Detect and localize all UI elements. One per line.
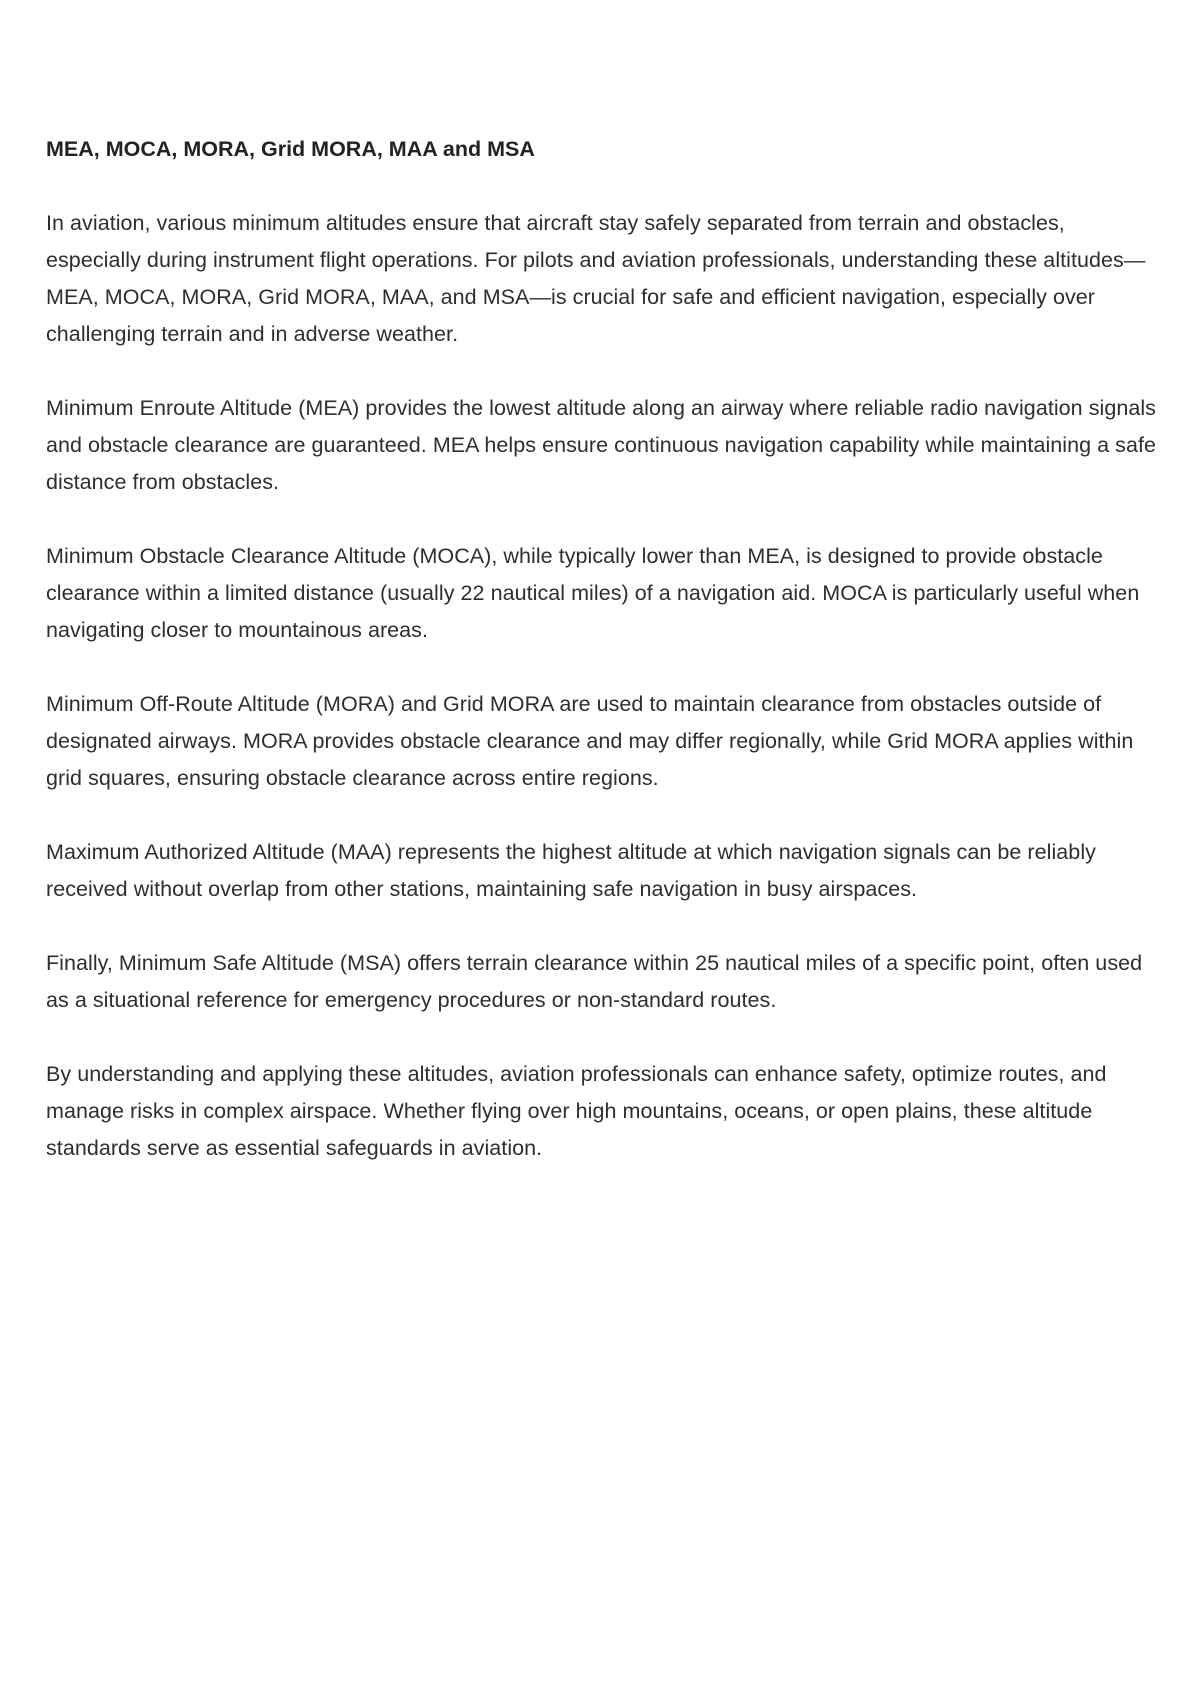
maa-paragraph: Maximum Authorized Altitude (MAA) represents the highest altitude at which navigation signals can be reliably received without overlap from other stations, maintaining safe navigation in busy airspaces.	[46, 840, 1096, 901]
document-title: MEA, MOCA, MORA, Grid MORA, MAA and MSA	[46, 137, 535, 161]
conclusion-paragraph: By understanding and applying these altitudes, aviation professionals can enhance safety, optimize routes, and manage risks in complex airspace. Whether flying over high mountains, oceans, or open plains, these altitude standards serve as essential safeguards in aviation.	[46, 1062, 1107, 1160]
document-body	[46, 131, 1161, 1204]
mea-paragraph: Minimum Enroute Altitude (MEA) provides the lowest altitude along an airway where reliable radio navigation signals and obstacle clearance are guaranteed. MEA helps ensure continuous navigation capability while maintaining a safe distance from obstacles.	[46, 396, 1157, 494]
moca-paragraph: Minimum Obstacle Clearance Altitude (MOCA), while typically lower than MEA, is designed to provide obstacle clearance within a limited distance (usually 22 nautical miles) of a navigation aid. MOCA is particularly useful when navigating closer to mountainous areas.	[46, 544, 1140, 642]
msa-paragraph: Finally, Minimum Safe Altitude (MSA) offers terrain clearance within 25 nautical miles of a specific point, often used as a situational reference for emergency procedures or non-standard routes.	[46, 951, 1143, 1012]
intro-paragraph: In aviation, various minimum altitudes ensure that aircraft stay safely separated from terrain and obstacles, especially during instrument flight operations. For pilots and aviation professionals, understanding these altitudes—MEA, MOCA, MORA, Grid MORA, MAA, and MSA—is crucial for safe and efficient navigation, especially over challenging terrain and in adverse weather.	[46, 211, 1146, 346]
mora-paragraph: Minimum Off-Route Altitude (MORA) and Grid MORA are used to maintain clearance from obstacles outside of designated airways. MORA provides obstacle clearance and may differ regionally, while Grid MORA applies within grid squares, ensuring obstacle clearance across entire regions.	[46, 692, 1134, 790]
